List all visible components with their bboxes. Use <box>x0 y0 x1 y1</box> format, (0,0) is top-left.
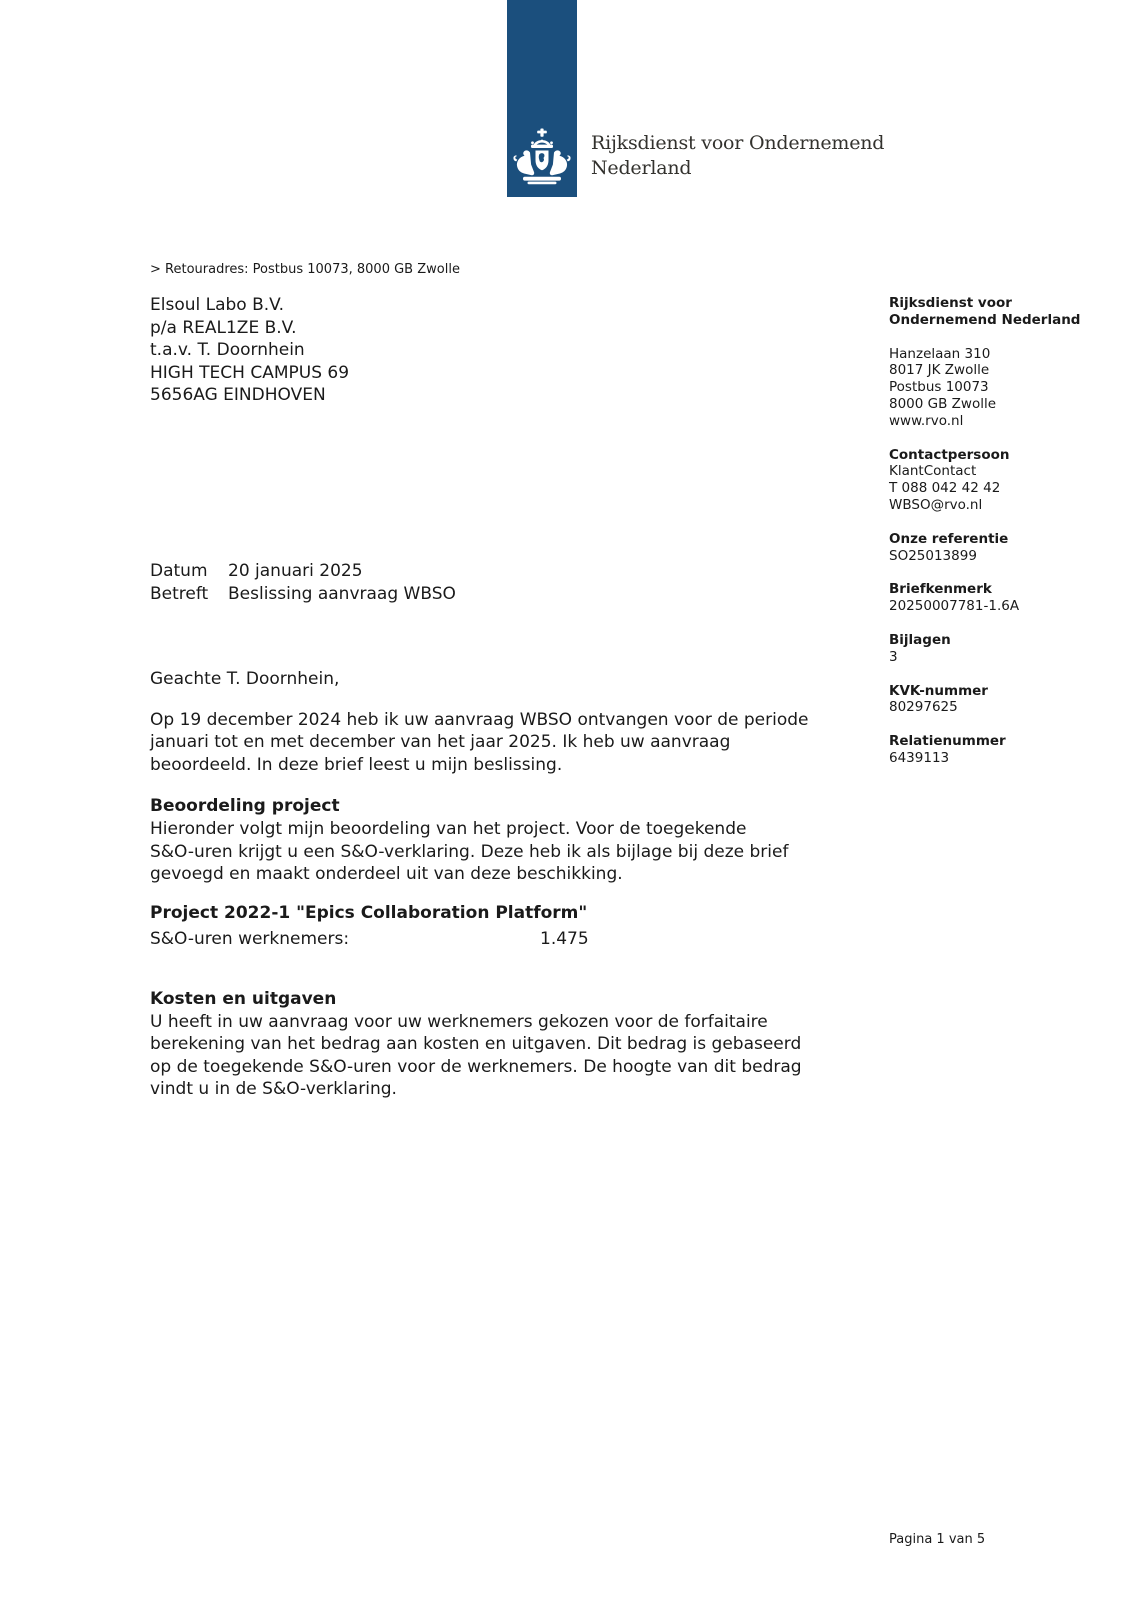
sidebar-section-label: Bijlagen <box>889 631 951 648</box>
paragraph-line: op de toegekende S&O-uren voor de werknemers. De hoogte van dit bedrag <box>150 1056 802 1077</box>
sidebar-section-label: Briefkenmerk <box>889 581 992 598</box>
letter-meta <box>150 560 456 605</box>
kosten-paragraph <box>150 1011 840 1101</box>
sidebar-section-label: KVK-nummer <box>889 682 988 699</box>
section-heading-beoordeling: Beoordeling project <box>150 796 340 817</box>
datum-row <box>150 560 456 583</box>
project-hours-value: 1.475 <box>540 929 589 950</box>
paragraph-line: gevoegd en maakt onderdeel uit van deze beschikking. <box>150 864 623 885</box>
sidebar-address-line: 8000 GB Zwolle <box>889 395 997 412</box>
paragraph-line: vindt u in de S&O-verklaring. <box>150 1079 397 1100</box>
sidebar-section-label: Contactpersoon <box>889 446 1010 463</box>
sidebar-briefkenmerk-value: 20250007781-1.6A <box>889 598 1020 615</box>
paragraph-line: berekening van het bedrag aan kosten en uitgaven. Dit bedrag is gebaseerd <box>150 1034 802 1055</box>
recipient-line: Elsoul Labo B.V. <box>150 295 285 315</box>
salutation: Geachte T. Doornhein, <box>150 669 340 689</box>
sidebar-org-line: Rijksdienst voor <box>889 295 1012 311</box>
intro-paragraph <box>150 709 840 777</box>
section-heading-kosten: Kosten en uitgaven <box>150 988 337 1009</box>
datum-value: 20 januari 2025 <box>228 561 363 581</box>
sidebar-address-line: Postbus 10073 <box>889 379 989 396</box>
sidebar-org-line: Ondernemend Nederland <box>889 311 1081 328</box>
sidebar-kvk-nummer <box>889 683 1089 717</box>
logo-wordmark-line: Rijksdienst voor Ondernemend <box>591 132 885 154</box>
betreft-row <box>150 583 456 606</box>
sidebar-org <box>889 295 1089 329</box>
dutch-coat-of-arms-icon <box>512 128 572 190</box>
sidebar-bijlagen <box>889 632 1089 666</box>
recipient-line: p/a REAL1ZE B.V. <box>150 317 297 338</box>
sidebar-briefkenmerk <box>889 581 1089 615</box>
logo-wordmark-line: Nederland <box>591 157 692 179</box>
recipient-line: 5656AG EINDHOVEN <box>150 385 326 406</box>
sidebar-office-address <box>889 346 1089 430</box>
logo-bar <box>507 0 577 197</box>
logo-wordmark <box>591 131 884 181</box>
reference-sidebar <box>889 295 1089 784</box>
paragraph-line: januari tot en met december van het jaar 2025. Ik heb uw aanvraag <box>150 732 731 753</box>
betreft-value: Beslissing aanvraag WBSO <box>228 583 456 604</box>
paragraph-line: beoordeeld. In deze brief leest u mijn beslissing. <box>150 754 563 775</box>
recipient-line: t.a.v. T. Doornhein <box>150 340 305 361</box>
project-hours-label: S&O-uren werknemers: <box>150 929 350 950</box>
return-address: > Retouradres: Postbus 10073, 8000 GB Zwolle <box>150 262 460 277</box>
sidebar-referentie-value: SO25013899 <box>889 547 977 564</box>
sidebar-onze-referentie <box>889 531 1089 565</box>
sidebar-section-label: Relatienummer <box>889 733 1006 750</box>
paragraph-line: S&O-uren krijgt u een S&O-verklaring. Deze heb ik als bijlage bij deze brief <box>150 841 789 862</box>
paragraph-line: U heeft in uw aanvraag voor uw werknemers gekozen voor de forfaitaire <box>150 1011 768 1032</box>
letter-body <box>150 668 840 1101</box>
sidebar-address-line: 8017 JK Zwolle <box>889 362 990 379</box>
beoordeling-paragraph <box>150 818 840 886</box>
betreft-label: Betreft <box>150 583 209 604</box>
sidebar-contactpersoon <box>889 447 1089 514</box>
sidebar-bijlagen-value: 3 <box>889 648 898 665</box>
datum-label: Datum <box>150 561 208 581</box>
project-hours-row <box>150 928 840 951</box>
sidebar-contact-name: KlantContact <box>889 463 977 480</box>
sidebar-website: www.rvo.nl <box>889 412 964 429</box>
project-heading: Project 2022-1 "Epics Collaboration Platform" <box>150 902 588 923</box>
page-number: Pagina 1 van 5 <box>889 1532 986 1547</box>
sidebar-contact-phone: T 088 042 42 42 <box>889 480 1001 497</box>
sidebar-relatienummer-value: 6439113 <box>889 749 950 766</box>
sidebar-kvk-value: 80297625 <box>889 699 958 716</box>
sidebar-address-line: Hanzelaan 310 <box>889 345 991 362</box>
sidebar-contact-email: WBSO@rvo.nl <box>889 496 983 513</box>
paragraph-line: Op 19 december 2024 heb ik uw aanvraag WBSO ontvangen voor de periode <box>150 709 809 730</box>
sidebar-section-label: Onze referentie <box>889 530 1009 547</box>
recipient-line: HIGH TECH CAMPUS 69 <box>150 362 350 383</box>
paragraph-line: Hieronder volgt mijn beoordeling van het project. Voor de toegekende <box>150 818 747 839</box>
sidebar-relatienummer <box>889 733 1089 767</box>
recipient-address <box>150 294 349 407</box>
